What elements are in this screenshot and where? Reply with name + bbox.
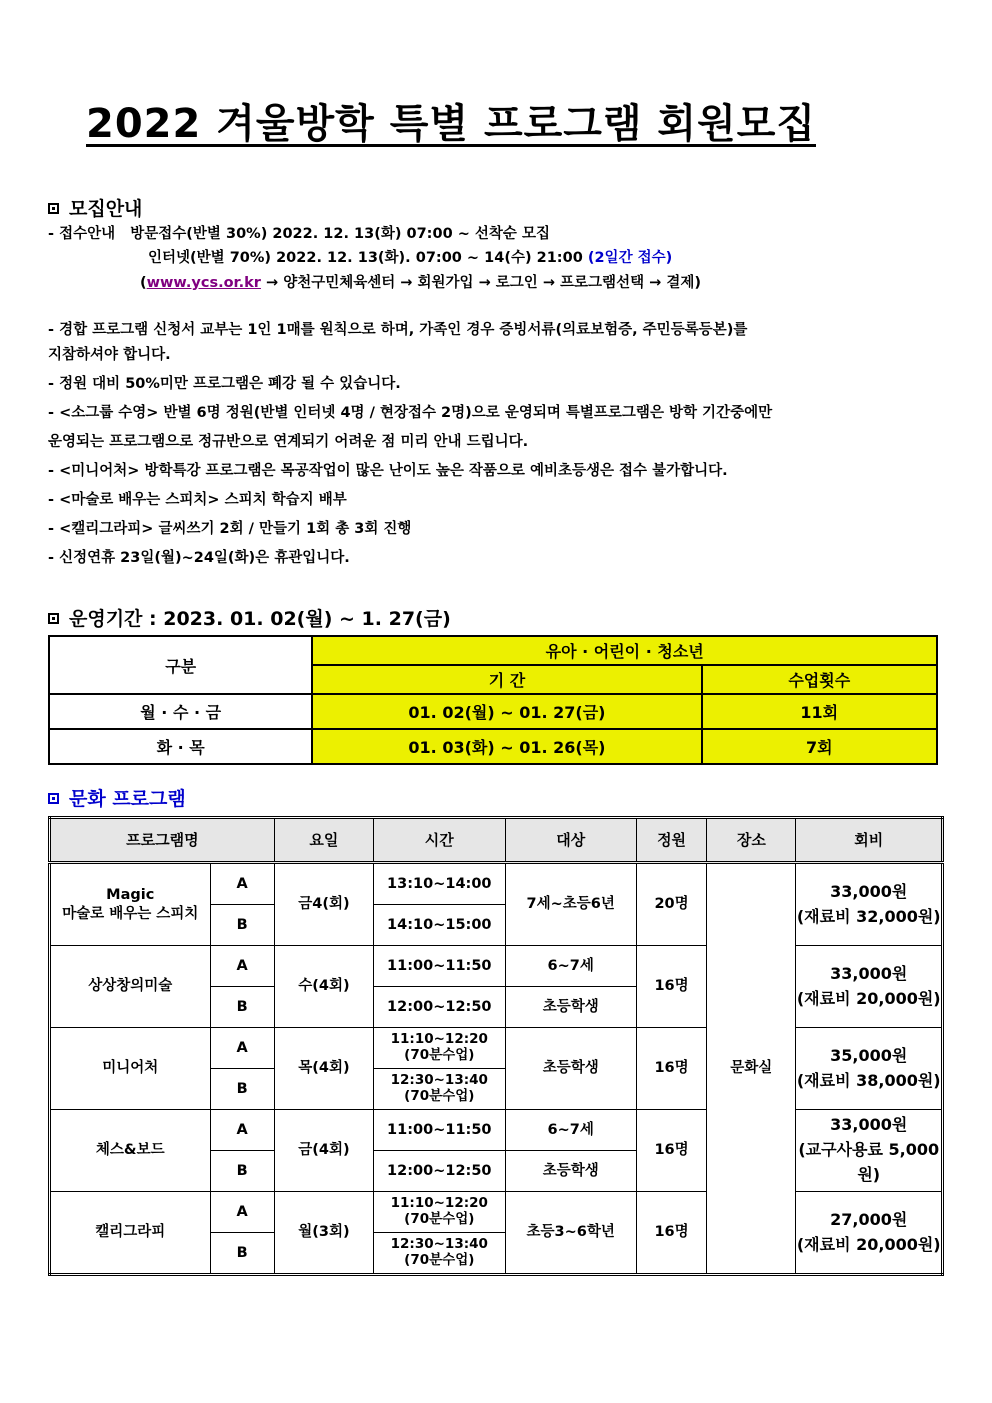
time-slot: 11:00~11:50 <box>374 1110 505 1151</box>
class-label: A <box>210 1028 274 1069</box>
program-name: 체스&보드 <box>50 1110 211 1192</box>
time-slot: 12:00~12:50 <box>374 1151 505 1192</box>
program-row <box>50 863 943 905</box>
program-day: 금4(회) <box>274 863 373 946</box>
period-col-group: 유아 · 어린이 · 청소년 <box>312 636 937 665</box>
period-row: 월 · 수 · 금 01. 02(월) ~ 01. 27(금) 11회 <box>49 694 937 729</box>
period-row: 화 · 목 01. 03(화) ~ 01. 26(목) 7회 <box>49 729 937 764</box>
period-col-period: 기 간 <box>312 665 701 694</box>
target: 6~7세 <box>505 1110 636 1151</box>
program-row <box>50 1192 943 1233</box>
square-bullet-icon <box>48 613 59 624</box>
target: 초등학생 <box>505 987 636 1028</box>
target: 6~7세 <box>505 946 636 987</box>
note-line: - 신정연휴 23일(월)~24일(화)은 휴관입니다. <box>48 550 350 566</box>
header-program: 프로그램명 <box>50 818 275 863</box>
class-label: B <box>210 1151 274 1192</box>
class-label: A <box>210 863 274 905</box>
internet-line: 인터넷(반별 70%) 2022. 12. 13(화). 07:00 ~ 14(수) 21:00 (2일간 접수) <box>148 250 673 266</box>
class-label: A <box>210 946 274 987</box>
square-bullet-icon <box>48 793 59 804</box>
period-col-count: 수업횟수 <box>702 665 937 694</box>
class-label: B <box>210 1069 274 1110</box>
time-slot: 12:30~13:40 (70분수업) <box>374 1233 505 1275</box>
square-bullet-icon <box>48 203 59 214</box>
culture-table <box>48 816 944 1276</box>
page-title: 2022 겨울방학 특별 프로그램 회원모집 <box>86 101 816 147</box>
time-slot: 11:10~12:20 (70분수업) <box>374 1192 505 1233</box>
culture-heading: 문화 프로그램 <box>48 784 186 811</box>
program-name: 캘리그라피 <box>50 1192 211 1275</box>
note-line: - <미니어처> 방학특강 프로그램은 목공작업이 많은 난이도 높은 작품으로 예비초등생은 접수 불가합니다. <box>48 463 728 479</box>
path-line: (www.ycs.or.kr → 양천구민체육센터 → 회원가입 → 로그인 → 프로그램선택 → 결제) <box>140 275 701 291</box>
header-day: 요일 <box>274 818 373 863</box>
header-target: 대상 <box>505 818 636 863</box>
program-day: 월(3회) <box>274 1192 373 1275</box>
time-slot: 12:30~13:40 (70분수업) <box>374 1069 505 1110</box>
target: 초등3~6학년 <box>505 1192 636 1275</box>
class-label: B <box>210 905 274 946</box>
target: 초등학생 <box>505 1151 636 1192</box>
reception-line: - 접수안내 방문접수(반별 30%) 2022. 12. 13(화) 07:00 ~ 선착순 모집 <box>48 226 550 242</box>
fee: 33,000원 (교구사용료 5,000원) <box>796 1110 943 1192</box>
fee: 35,000원 (재료비 38,000원) <box>796 1028 943 1110</box>
note-line: - 경합 프로그램 신청서 교부는 1인 1매를 원칙으로 하며, 가족인 경우 증빙서류(의료보험증, 주민등록등본)를 <box>48 322 748 338</box>
site-link[interactable]: www.ycs.or.kr <box>146 275 261 291</box>
capacity: 16명 <box>636 946 706 1028</box>
recruit-heading: 모집안내 <box>48 194 142 221</box>
culture-header-row <box>50 818 943 863</box>
class-label: A <box>210 1192 274 1233</box>
time-slot: 11:10~12:20 (70분수업) <box>374 1028 505 1069</box>
period-table <box>48 635 938 765</box>
target: 초등학생 <box>505 1028 636 1110</box>
fee: 33,000원 (재료비 32,000원) <box>796 863 943 946</box>
class-label: B <box>210 1233 274 1275</box>
capacity: 16명 <box>636 1110 706 1192</box>
internet-note: (2일간 접수) <box>587 250 673 266</box>
program-day: 목(4회) <box>274 1028 373 1110</box>
note-line: - 정원 대비 50%미만 프로그램은 폐강 될 수 있습니다. <box>48 376 401 392</box>
header-time: 시간 <box>374 818 505 863</box>
fee: 27,000원 (재료비 20,000원) <box>796 1192 943 1275</box>
program-name: Magic 마술로 배우는 스피치 <box>50 863 211 946</box>
program-day: 금(4회) <box>274 1110 373 1192</box>
capacity: 16명 <box>636 1028 706 1110</box>
note-line: 운영되는 프로그램으로 정규반으로 연계되기 어려운 점 미리 안내 드립니다. <box>48 434 529 450</box>
note-line: - <캘리그라피> 글씨쓰기 2회 / 만들기 1회 총 3회 진행 <box>48 521 412 537</box>
target: 7세~초등6년 <box>505 863 636 946</box>
time-slot: 14:10~15:00 <box>374 905 505 946</box>
program-row <box>50 946 943 987</box>
fee: 33,000원 (재료비 20,000원) <box>796 946 943 1028</box>
header-place: 장소 <box>707 818 796 863</box>
program-day: 수(4회) <box>274 946 373 1028</box>
period-heading: 운영기간 : 2023. 01. 02(월) ~ 1. 27(금) <box>48 604 451 631</box>
header-capacity: 정원 <box>636 818 706 863</box>
time-slot: 12:00~12:50 <box>374 987 505 1028</box>
note-line: - <소그룹 수영> 반별 6명 정원(반별 인터넷 4명 / 현장접수 2명)으로 운영되며 특별프로그램은 방학 기간중에만 <box>48 405 773 421</box>
place: 문화실 <box>707 863 796 1275</box>
time-slot: 11:00~11:50 <box>374 946 505 987</box>
capacity: 16명 <box>636 1192 706 1275</box>
capacity: 20명 <box>636 863 706 946</box>
time-slot: 13:10~14:00 <box>374 863 505 905</box>
program-row <box>50 1028 943 1069</box>
header-fee: 회비 <box>796 818 943 863</box>
program-name: 상상창의미술 <box>50 946 211 1028</box>
period-col-category: 구분 <box>49 636 312 694</box>
note-line: - <마술로 배우는 스피치> 스피치 학습지 배부 <box>48 492 347 508</box>
program-row <box>50 1110 943 1151</box>
program-name: 미니어처 <box>50 1028 211 1110</box>
class-label: A <box>210 1110 274 1151</box>
note-line: 지참하셔야 합니다. <box>48 347 171 363</box>
class-label: B <box>210 987 274 1028</box>
